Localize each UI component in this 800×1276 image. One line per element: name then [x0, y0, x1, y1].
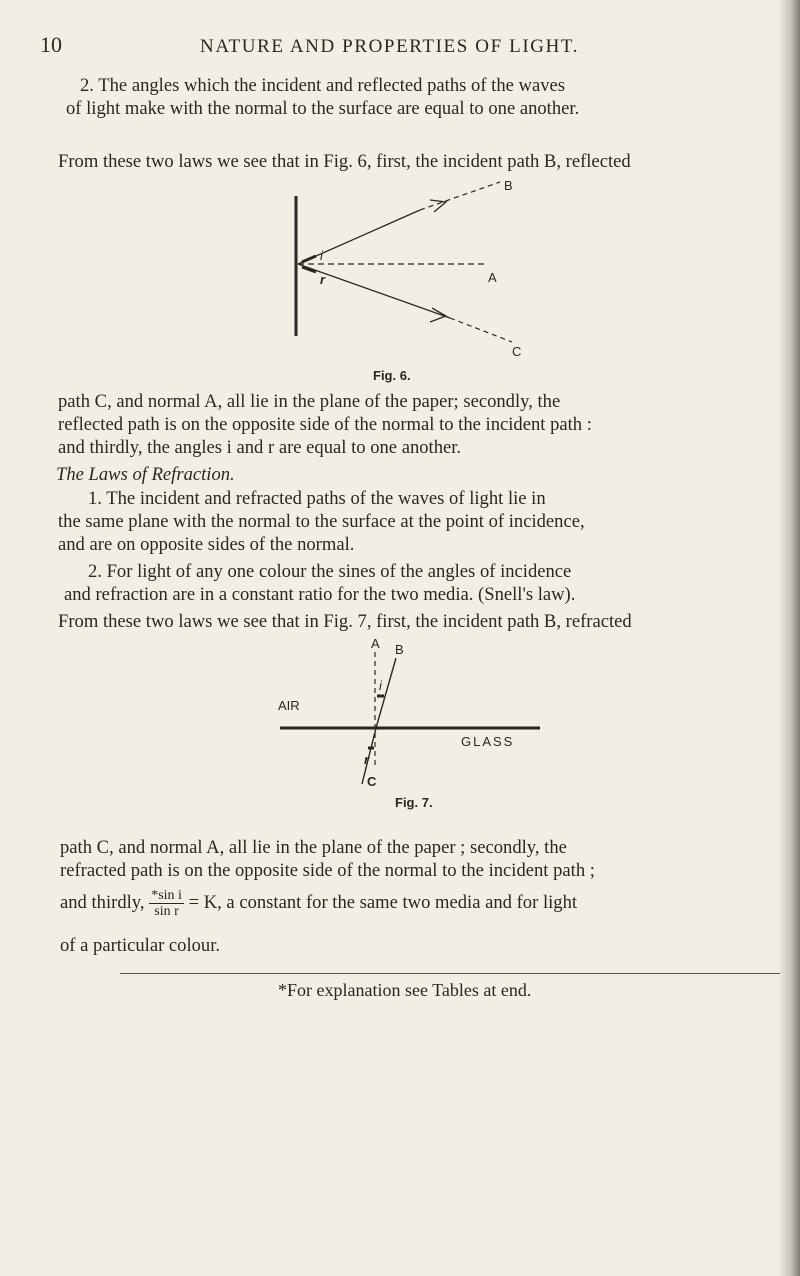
sine-ratio-formula: [149, 888, 184, 919]
text-line: 2. For light of any one colour the sines of the angles of incidence: [88, 561, 572, 582]
text-line: 2. The angles which the incident and reflected paths of the waves: [80, 75, 565, 96]
refraction-law-2: [64, 560, 576, 606]
text-line: and thirdly, the angles i and r are equal to one another.: [58, 437, 462, 458]
formula-denominator: sin r: [154, 904, 179, 919]
text-line: refracted path is on the opposite side of the normal to the incident path ;: [60, 860, 595, 881]
label-r: r: [320, 272, 326, 287]
footnote-rule: [120, 973, 780, 974]
figure-6-diagram: [280, 178, 580, 358]
formula-suffix: = K, a constant for the same two media and for light: [188, 891, 578, 913]
text-line: and are on opposite sides of the normal.: [58, 534, 355, 555]
page-edge-shadow: [778, 0, 800, 1276]
text-line: path C, and normal A, all lie in the plane of the paper ; secondly, the: [60, 837, 567, 858]
refraction-formula-line: [60, 888, 577, 919]
footnote: *For explanation see Tables at end.: [278, 980, 532, 1000]
text-line: and refraction are in a constant ratio for the two media. (Snell's law).: [64, 584, 576, 605]
text-line: From these two laws we see that in Fig. 6, first, the incident path B, reflected: [58, 151, 631, 172]
label-b: B: [395, 642, 404, 657]
refraction-last-line: [60, 934, 220, 957]
refraction-intro: [58, 610, 632, 633]
incident-ray-b: [298, 210, 420, 264]
label-i: i: [379, 678, 382, 693]
page-number: 10: [40, 32, 62, 57]
formula-prefix: and thirdly,: [60, 891, 145, 913]
text-line: From these two laws we see that in Fig. 7, first, the incident path B, refracted: [58, 611, 632, 632]
reflection-law-2: [66, 74, 580, 120]
label-b: B: [504, 178, 513, 193]
text-line: reflected path is on the opposite side of the normal to the incident path :: [58, 414, 592, 435]
reflected-ray-c-dashed: [450, 318, 512, 342]
refraction-conclusions: [60, 836, 595, 882]
arrow-reflected: [430, 308, 446, 322]
running-head: NATURE AND PROPERTIES OF LIGHT.: [200, 36, 580, 57]
angle-hatch-i: [302, 256, 316, 262]
text-line: of a particular colour.: [60, 935, 221, 956]
refraction-law-1: [58, 487, 585, 556]
label-c: C: [512, 344, 522, 358]
figure-7-caption: Fig. 7.: [395, 795, 433, 810]
label-air: AIR: [278, 698, 300, 713]
formula-numerator: *sin i: [151, 888, 182, 903]
label-i: i: [320, 248, 323, 263]
label-a: A: [371, 636, 380, 651]
label-r: r: [364, 752, 370, 767]
label-c-under: C: [367, 774, 377, 789]
label-a: A: [488, 270, 497, 285]
text-line: 1. The incident and refracted paths of the waves of light lie in: [88, 488, 546, 509]
incident-ray-b-dashed: [420, 182, 500, 210]
text-line: the same plane with the normal to the surface at the point of incidence,: [58, 511, 585, 532]
label-glass: GLASS: [461, 734, 515, 749]
incident-ray-b: [376, 658, 396, 728]
refraction-heading: The Laws of Refraction.: [56, 464, 235, 485]
reflection-intro: [58, 150, 631, 173]
text-line: path C, and normal A, all lie in the plane of the paper; secondly, the: [58, 391, 561, 412]
text-line: of light make with the normal to the surface are equal to one another.: [66, 98, 580, 119]
reflection-conclusions: [58, 390, 592, 459]
figure-7-diagram: [250, 634, 570, 786]
figure-6-caption: Fig. 6.: [373, 368, 411, 383]
